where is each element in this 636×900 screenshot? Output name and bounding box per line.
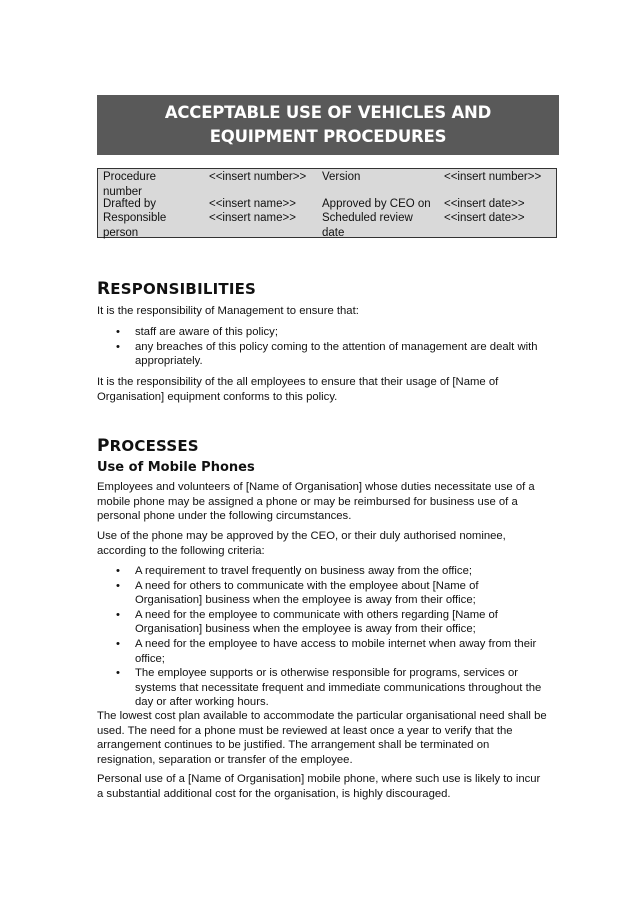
drafted-by-label: Drafted by (103, 198, 157, 210)
drafted-by-value: <<insert name>> (209, 198, 296, 210)
approved-date-value: <<insert date>> (444, 198, 525, 210)
responsibilities-list (97, 325, 547, 369)
mobile-phones-para-4: Personal use of a [Name of Organisation] mobile phone, where such use is likely to incur a substantial additional cost for the organisation, is highly discouraged. (97, 773, 541, 800)
version-label: Version (322, 171, 361, 183)
list-item: • staff are aware of this policy; (116, 326, 278, 338)
procedure-number-label: Procedure number (103, 171, 157, 198)
list-item: • A requirement to travel frequently on business away from the office; (116, 565, 472, 577)
document-title: ACCEPTABLE USE OF VEHICLES AND EQUIPMENT PROCEDURES (164, 103, 492, 146)
title-banner (97, 95, 559, 155)
responsibilities-intro: It is the responsibility of Management to ensure that: (97, 305, 359, 317)
review-date-label: Scheduled review date (322, 212, 413, 239)
processes-heading: PROCESSES (97, 436, 199, 456)
mobile-phones-para-1: Employees and volunteers of [Name of Organisation] whose duties necessitate use of a mobile phone may be assigned a phone or may be reimbursed for business use of a personal phone under the following circumstances. (97, 481, 535, 523)
responsible-person-value: <<insert name>> (209, 212, 296, 224)
version-value: <<insert number>> (444, 171, 542, 183)
responsible-person-label: Responsible person (103, 212, 167, 239)
responsibilities-closing: It is the responsibility of the all employees to ensure that their usage of [Name of Organisation] equipment conforms to this policy. (97, 376, 499, 403)
list-item: • The employee supports or is otherwise responsible for programs, services or systems that necessitate frequent and immediate communications throughout the day or after working hours. (116, 667, 542, 709)
procedure-number-value: <<insert number>> (209, 171, 307, 183)
mobile-phones-subheading: Use of Mobile Phones (97, 460, 255, 475)
approved-by-label: Approved by CEO on (322, 198, 431, 210)
responsibilities-heading: RESPONSIBILITIES (97, 279, 257, 299)
list-item: • A need for the employee to have access to mobile internet when away from their office; (116, 637, 537, 665)
list-item: • A need for the employee to communicate with others regarding [Name of Organisation] business when the employee is away from their office; (116, 608, 498, 636)
mobile-phones-para-2: Use of the phone may be approved by the CEO, or their duly authorised nominee, according to the following criteria: (97, 530, 506, 557)
list-item: • any breaches of this policy coming to the attention of management are dealt with appropriately. (116, 340, 538, 368)
review-date-value: <<insert date>> (444, 212, 525, 224)
procedure-info-table (97, 168, 557, 238)
criteria-list (97, 564, 547, 710)
list-item: • A need for others to communicate with the employee about [Name of Organisation] business when the employee is away from their office; (116, 579, 479, 607)
mobile-phones-para-3: The lowest cost plan available to accommodate the particular organisational need shall be used. The need for a phone must be reviewed at least once a year to verify that the arrangement continues to be justified. The arrangement shall be terminated on resignation, separation or transfer of the employee. (97, 710, 547, 766)
